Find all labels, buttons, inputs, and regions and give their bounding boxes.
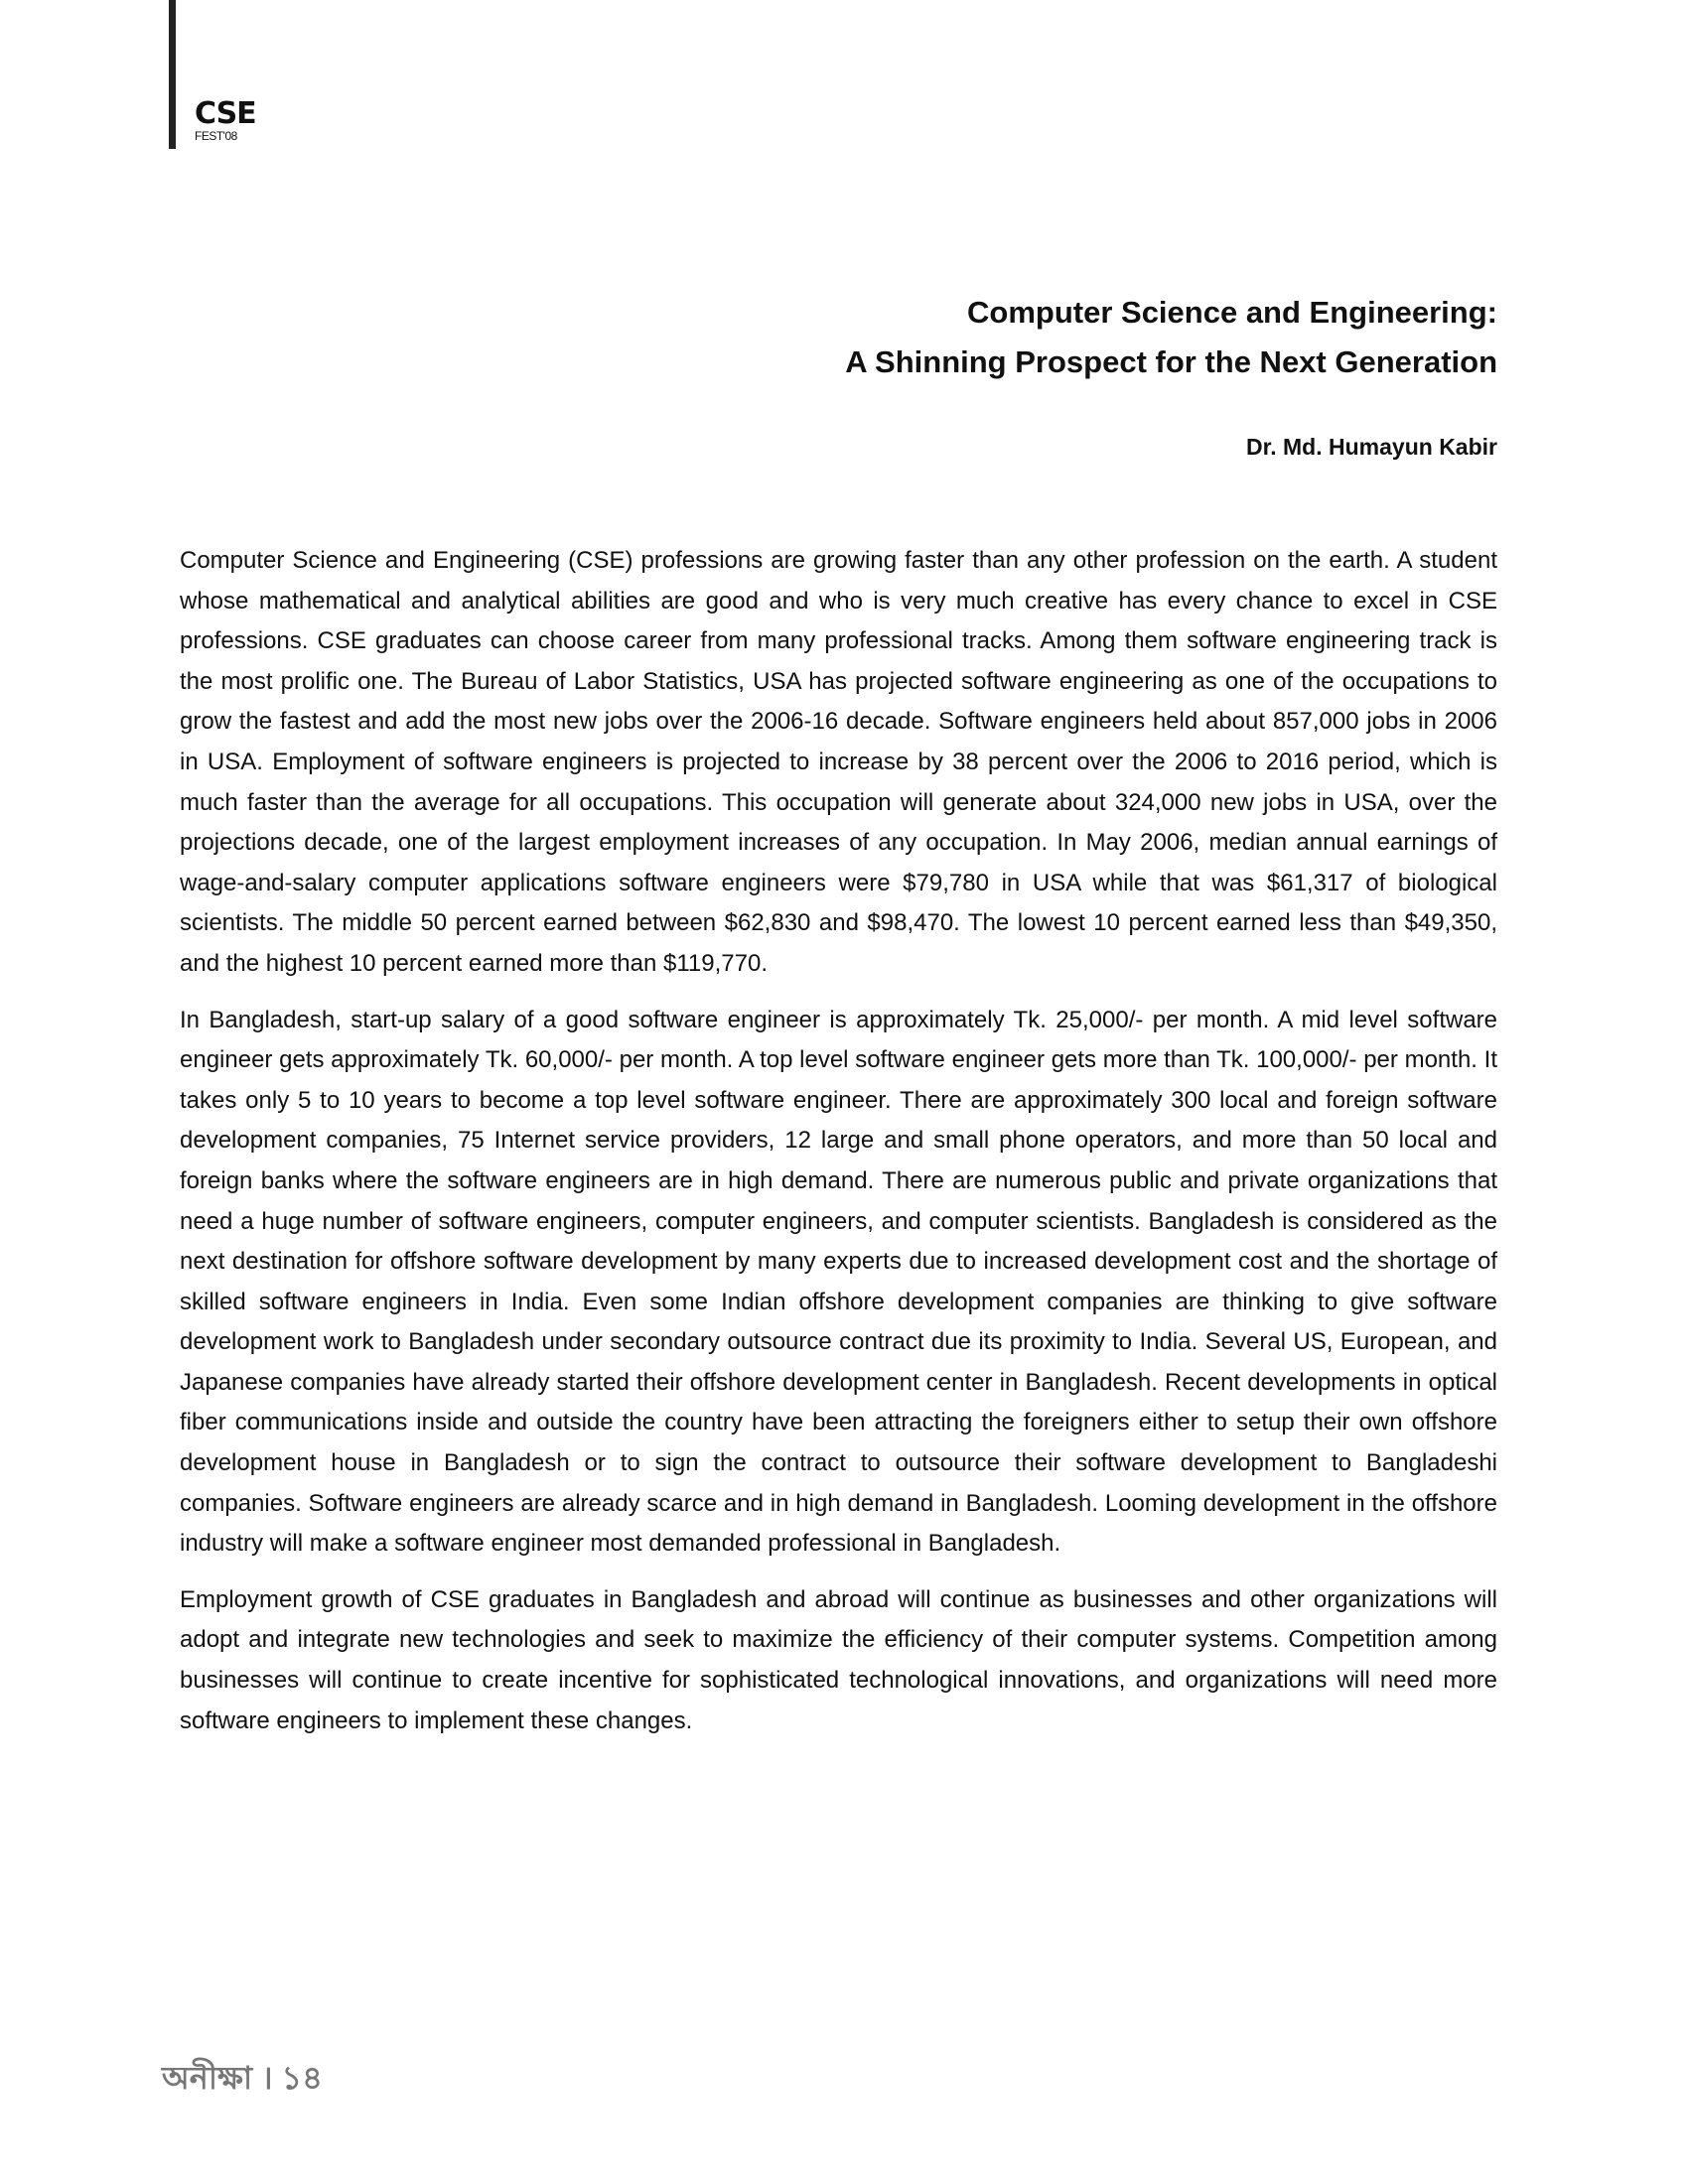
title-line-1: Computer Science and Engineering: bbox=[967, 295, 1497, 330]
paragraph: In Bangladesh, start-up salary of a good software engineer is approximately Tk. 25,000/- per month. A mid level software engineer gets approximately Tk. 60,000/- per month. A top level software engineer gets more than Tk. 100,000/- per month. It takes only 5 to 10 years to become a top level software engineer. There are approximately 300 local and foreign software development companies, 75 Internet service providers, 12 large and small phone operators, and more than 50 local and foreign banks where the software engineers are in high demand. There are numerous public and private organizations that need a huge number of software engineers, computer engineers, and computer scientists. Bangladesh is considered as the next destination for offshore software development by many experts due to increased development cost and the shortage of skilled software engineers in India. Even some Indian offshore development companies are thinking to give software development work to Bangladesh under secondary outsource contract due its proximity to India. Several US, European, and Japanese companies have already started their offshore development center in Bangladesh. Recent developments in optical fiber communications inside and outside the country have been attracting the foreigners either to setup their own offshore development house in Bangladesh or to sign the contract to outsource their software development to Bangladeshi companies. Software engineers are already scarce and in high demand in Bangladesh. Looming development in the offshore industry will make a software engineer most demanded professional in Bangladesh. bbox=[180, 1006, 1497, 1558]
header-rule bbox=[169, 0, 176, 149]
logo-main: CSE bbox=[195, 96, 256, 131]
cse-fest-logo bbox=[195, 96, 256, 143]
title-line-2: A Shinning Prospect for the Next Generation bbox=[845, 344, 1497, 379]
article-author: Dr. Md. Humayun Kabir bbox=[1245, 434, 1497, 460]
page-footer: অনীক্ষা । ১৪ bbox=[162, 2060, 323, 2096]
paragraph: Computer Science and Engineering (CSE) professions are growing faster than any other profession on the earth. A student whose mathematical and analytical abilities are good and who is very much creative has every chance to excel in CSE professions. CSE graduates can choose career from many professional tracks. Among them software engineering track is the most prolific one. The Bureau of Labor Statistics, USA has projected software engineering as one of the occupations to grow the fastest and add the most new jobs over the 2006-16 decade. Software engineers held about 857,000 jobs in 2006 in USA. Employment of software engineers is projected to increase by 38 percent over the 2006 to 2016 period, which is much faster than the average for all occupations. This occupation will generate about 324,000 new jobs in USA, over the projections decade, one of the largest employment increases of any occupation. In May 2006, median annual earnings of wage-and-salary computer applications software engineers were $79,780 in USA while that was $61,317 of biological scientists. The middle 50 percent earned between $62,830 and $98,470. The lowest 10 percent earned less than $49,350, and the highest 10 percent earned more than $119,770. bbox=[180, 547, 1497, 977]
paragraph: Employment growth of CSE graduates in Bangladesh and abroad will continue as businesses and other organizations will adopt and integrate new technologies and seek to maximize the efficiency of their computer systems. Competition among businesses will continue to create incentive for sophisticated technological innovations, and organizations will need more software engineers to implement these changes. bbox=[180, 1585, 1497, 1734]
article-title bbox=[845, 288, 1497, 387]
article-body bbox=[180, 541, 1497, 1757]
logo-sub: FEST'08 bbox=[195, 129, 237, 143]
